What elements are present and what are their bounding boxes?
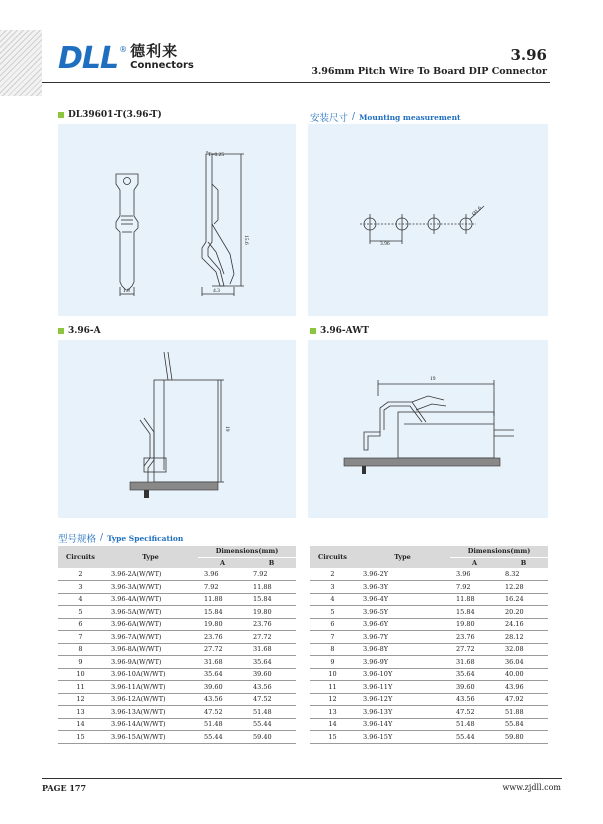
pcb-board [130, 482, 218, 490]
cell-type: 3.96-15A(W/WT) [103, 731, 198, 744]
mounting-drawing [308, 124, 548, 316]
cell-circuits: 3 [310, 581, 355, 594]
col-b: B [499, 557, 548, 568]
col-dimensions: Dimensions(mm) [450, 546, 548, 557]
cell-circuits: 14 [58, 718, 103, 731]
cell-circuits: 13 [58, 706, 103, 719]
cell-b: 7.92 [247, 568, 296, 581]
cell-b: 43.96 [499, 681, 548, 694]
cell-circuits: 2 [310, 568, 355, 581]
cell-circuits: 10 [310, 668, 355, 681]
mounting-title-separator: / [352, 112, 356, 122]
col-type: Type [103, 546, 198, 568]
cell-a: 19.80 [450, 618, 499, 631]
cell-a: 31.68 [450, 656, 499, 669]
cell-b: 39.60 [247, 668, 296, 681]
cell-type: 3.96-12Y [355, 693, 450, 706]
cell-a: 11.88 [198, 593, 247, 606]
cell-type: 3.96-10Y [355, 668, 450, 681]
cell-a: 43.56 [450, 693, 499, 706]
table-row [310, 593, 548, 606]
table-row [310, 643, 548, 656]
terminal-side-outline [202, 154, 224, 286]
table-row [58, 681, 296, 694]
spec-title-cn: 型号规格 [58, 534, 97, 545]
cell-circuits: 7 [58, 631, 103, 644]
housing-awt-section-title [310, 326, 369, 336]
terminal-section-title [58, 110, 162, 120]
cell-type: 3.96-4A(W/WT) [103, 593, 198, 606]
cell-type: 3.96-3A(W/WT) [103, 581, 198, 594]
terminal-drawing-panel [58, 124, 296, 316]
table-row [58, 593, 296, 606]
table-row [58, 643, 296, 656]
table-row [58, 706, 296, 719]
table-row [58, 581, 296, 594]
cell-circuits: 15 [58, 731, 103, 744]
pcb-pin [144, 490, 149, 498]
cell-circuits: 11 [58, 681, 103, 694]
table-row [58, 631, 296, 644]
cell-type: 3.96-8A(W/WT) [103, 643, 198, 656]
brand-logo [58, 42, 194, 76]
cell-type: 3.96-4Y [355, 593, 450, 606]
cell-circuits: 8 [58, 643, 103, 656]
cell-type: 3.96-2Y [355, 568, 450, 581]
housing-a-drawing-panel [58, 340, 296, 518]
page-number: PAGE 177 [42, 783, 87, 793]
spec-table-left [58, 546, 296, 744]
cell-b: 43.56 [247, 681, 296, 694]
section-bullet-icon [58, 112, 64, 118]
cell-b: 8.32 [499, 568, 548, 581]
section-bullet-icon [310, 328, 316, 334]
thickness-label: T=0.25 [208, 152, 225, 158]
cell-a: 3.96 [450, 568, 499, 581]
housing-awt-length-label: 19 [430, 376, 436, 382]
cell-circuits: 9 [58, 656, 103, 669]
spec-section-title [58, 531, 183, 545]
table-row [58, 568, 296, 581]
housing-a-title: 3.96-A [68, 326, 101, 336]
cell-type: 3.96-12A(W/WT) [103, 693, 198, 706]
pcb-board [344, 458, 500, 466]
cell-b: 28.12 [499, 631, 548, 644]
cell-circuits: 9 [310, 656, 355, 669]
series-description: 3.96mm Pitch Wire To Board DIP Connector [311, 66, 547, 77]
cell-type: 3.96-11Y [355, 681, 450, 694]
table-row [310, 718, 548, 731]
cell-circuits: 5 [58, 606, 103, 619]
cell-type: 3.96-13Y [355, 706, 450, 719]
table-row [58, 656, 296, 669]
housing-awt-title: 3.96-AWT [320, 326, 369, 336]
cell-circuits: 3 [58, 581, 103, 594]
registered-mark: ® [119, 45, 128, 54]
cell-type: 3.96-7A(W/WT) [103, 631, 198, 644]
col-type: Type [355, 546, 450, 568]
housing-awt-body [398, 412, 494, 458]
table-row [58, 731, 296, 744]
spec-table-right [310, 546, 548, 744]
cell-circuits: 12 [310, 693, 355, 706]
cell-a: 51.48 [198, 718, 247, 731]
logo-chinese-name: 德利来 [130, 42, 179, 60]
front-width-label: 1.8 [123, 288, 130, 294]
housing-awt-drawing-panel [308, 340, 548, 518]
cell-circuits: 4 [310, 593, 355, 606]
cell-b: 24.16 [499, 618, 548, 631]
cell-b: 59.80 [499, 731, 548, 744]
website-url: www.zjdll.com [502, 783, 561, 792]
col-a: A [198, 557, 247, 568]
cell-type: 3.96-11A(W/WT) [103, 681, 198, 694]
terminal-drawing [58, 124, 296, 316]
cell-a: 27.72 [198, 643, 247, 656]
cell-circuits: 6 [58, 618, 103, 631]
mounting-title-cn: 安装尺寸 [310, 113, 349, 124]
cell-circuits: 4 [58, 593, 103, 606]
cell-a: 35.64 [450, 668, 499, 681]
col-a: A [450, 557, 499, 568]
mounting-drawing-panel [308, 124, 548, 316]
cell-circuits: 7 [310, 631, 355, 644]
cell-type: 3.96-8Y [355, 643, 450, 656]
col-circuits: Circuits [310, 546, 355, 568]
table-row [58, 618, 296, 631]
cell-a: 3.96 [198, 568, 247, 581]
cell-b: 36.04 [499, 656, 548, 669]
hole-diameter-label: Ø1.6 [471, 205, 484, 218]
housing-a-height-label: 19 [224, 426, 230, 432]
cell-type: 3.96-5Y [355, 606, 450, 619]
cell-a: 43.56 [198, 693, 247, 706]
cell-b: 55.84 [499, 718, 548, 731]
cell-a: 7.92 [198, 581, 247, 594]
housing-a-drawing [58, 340, 296, 518]
housing-a-section-title [58, 326, 101, 336]
cell-b: 19.80 [247, 606, 296, 619]
section-bullet-icon [58, 328, 64, 334]
cell-a: 23.76 [198, 631, 247, 644]
cell-a: 19.80 [198, 618, 247, 631]
cell-a: 31.68 [198, 656, 247, 669]
cell-b: 35.64 [247, 656, 296, 669]
cell-circuits: 14 [310, 718, 355, 731]
cell-type: 3.96-13A(W/WT) [103, 706, 198, 719]
cell-circuits: 11 [310, 681, 355, 694]
table-row [58, 718, 296, 731]
housing-awt-drawing [308, 340, 548, 518]
terminal-hole [124, 178, 131, 185]
table-row [310, 568, 548, 581]
col-b: B [247, 557, 296, 568]
table-row [310, 706, 548, 719]
cell-type: 3.96-5A(W/WT) [103, 606, 198, 619]
cell-a: 7.92 [450, 581, 499, 594]
table-row [58, 668, 296, 681]
logo-english-name: Connectors [130, 60, 194, 71]
cell-b: 20.20 [499, 606, 548, 619]
footer-divider [42, 778, 562, 779]
logo-wordmark: DLL [58, 41, 119, 76]
cell-type: 3.96-2A(W/WT) [103, 568, 198, 581]
table-row [310, 668, 548, 681]
spec-title-en: Type Specification [107, 533, 184, 543]
cell-b: 51.48 [247, 706, 296, 719]
cell-type: 3.96-6A(W/WT) [103, 618, 198, 631]
table-row [310, 581, 548, 594]
cell-type: 3.96-14Y [355, 718, 450, 731]
table-row [58, 606, 296, 619]
pitch-label: 3.96 [380, 241, 390, 247]
table-row [310, 693, 548, 706]
terminal-title: DL39601-T(3.96-T) [68, 110, 162, 120]
cell-b: 27.72 [247, 631, 296, 644]
cell-b: 32.08 [499, 643, 548, 656]
height-label: 15.6 [243, 235, 249, 245]
table-row [310, 618, 548, 631]
cell-b: 31.68 [247, 643, 296, 656]
cell-b: 12.28 [499, 581, 548, 594]
cell-a: 47.52 [450, 706, 499, 719]
table-row [58, 693, 296, 706]
col-dimensions: Dimensions(mm) [198, 546, 296, 557]
cell-circuits: 5 [310, 606, 355, 619]
cell-a: 15.84 [198, 606, 247, 619]
cell-type: 3.96-9Y [355, 656, 450, 669]
cell-b: 15.84 [247, 593, 296, 606]
cell-a: 35.64 [198, 668, 247, 681]
table-row [310, 656, 548, 669]
cell-a: 47.52 [198, 706, 247, 719]
cell-b: 51.88 [499, 706, 548, 719]
cell-type: 3.96-10A(W/WT) [103, 668, 198, 681]
cell-a: 55.44 [198, 731, 247, 744]
table-row [310, 606, 548, 619]
header-divider [42, 82, 550, 83]
cell-b: 47.92 [499, 693, 548, 706]
cell-circuits: 6 [310, 618, 355, 631]
table-row [310, 681, 548, 694]
cell-type: 3.96-6Y [355, 618, 450, 631]
series-code: 3.96 [510, 46, 547, 64]
cell-type: 3.96-3Y [355, 581, 450, 594]
cell-b: 55.44 [247, 718, 296, 731]
cell-b: 47.52 [247, 693, 296, 706]
cell-a: 11.88 [450, 593, 499, 606]
cell-type: 3.96-7Y [355, 631, 450, 644]
cell-circuits: 10 [58, 668, 103, 681]
cell-a: 15.84 [450, 606, 499, 619]
corner-hatch-decoration [0, 30, 42, 96]
side-width-label: 4.3 [213, 288, 220, 294]
cell-a: 55.44 [450, 731, 499, 744]
mounting-section-title [310, 110, 461, 124]
cell-b: 59.40 [247, 731, 296, 744]
cell-b: 23.76 [247, 618, 296, 631]
cell-b: 40.00 [499, 668, 548, 681]
cell-b: 11.88 [247, 581, 296, 594]
cell-a: 27.72 [450, 643, 499, 656]
table-row [310, 631, 548, 644]
cell-circuits: 13 [310, 706, 355, 719]
cell-a: 23.76 [450, 631, 499, 644]
pcb-pin [362, 466, 366, 474]
cell-a: 51.48 [450, 718, 499, 731]
cell-circuits: 2 [58, 568, 103, 581]
cell-a: 39.60 [450, 681, 499, 694]
cell-circuits: 8 [310, 643, 355, 656]
cell-type: 3.96-14A(W/WT) [103, 718, 198, 731]
cell-type: 3.96-9A(W/WT) [103, 656, 198, 669]
cell-type: 3.96-15Y [355, 731, 450, 744]
cell-circuits: 15 [310, 731, 355, 744]
table-row [310, 731, 548, 744]
spec-title-separator: / [100, 533, 104, 543]
cell-b: 16.24 [499, 593, 548, 606]
cell-circuits: 12 [58, 693, 103, 706]
mounting-title-en: Mounting measurement [359, 112, 461, 122]
col-circuits: Circuits [58, 546, 103, 568]
cell-a: 39.60 [198, 681, 247, 694]
